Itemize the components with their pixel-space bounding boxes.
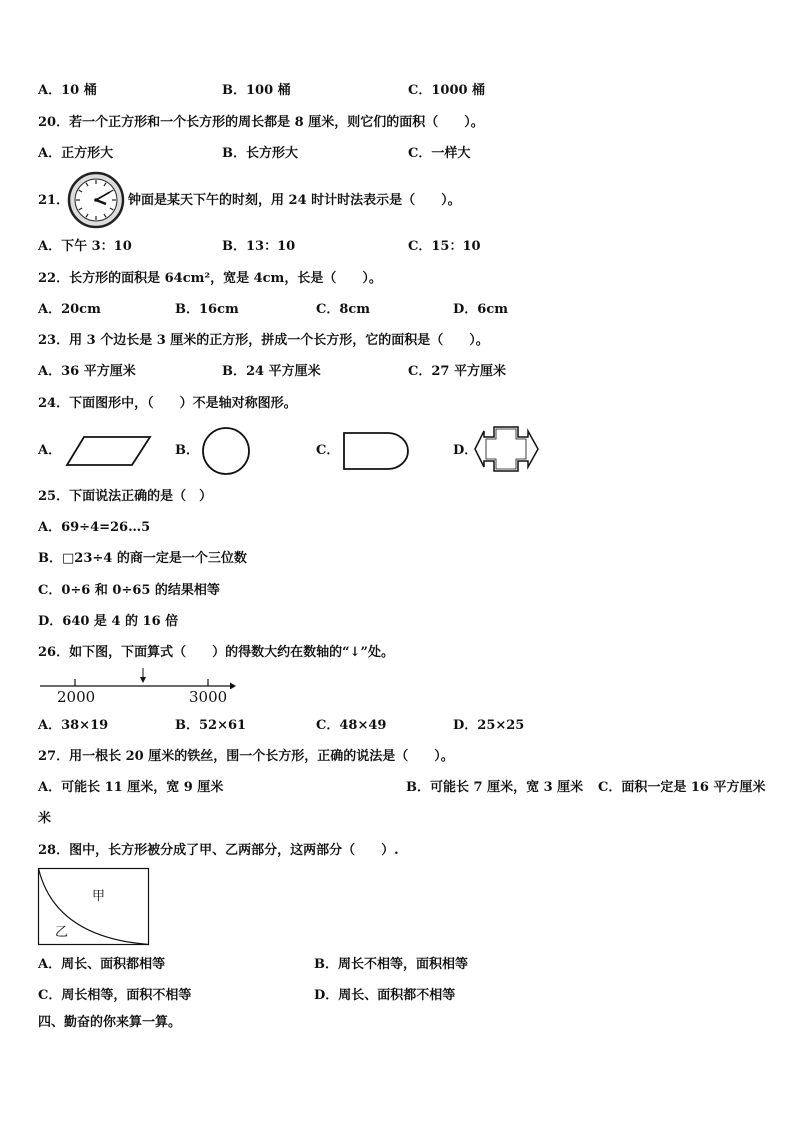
- q20-stem: 20．若一个正方形和一个长方形的周长都是 8 厘米，则它们的面积（ ）。: [38, 115, 484, 130]
- tick-label-2000: 2000: [57, 688, 96, 706]
- q25-option-a: A．69÷4=26…5: [38, 520, 151, 535]
- q21-option-a: A．下午 3：10: [38, 239, 132, 254]
- q28-stem: 28．图中，长方形被分成了甲、乙两部分，这两部分（ ）.: [38, 843, 399, 858]
- rounded-end-rectangle-shape: [342, 431, 412, 471]
- section-4-heading: 四、勤奋的你来算一算。: [38, 1015, 182, 1030]
- q26-option-a: A．38×19: [38, 718, 109, 733]
- q25-option-d: D．640 是 4 的 16 倍: [38, 614, 179, 629]
- q27-stem: 27．用一根长 20 厘米的铁丝，围一个长方形，正确的说法是（ ）。: [38, 749, 454, 764]
- q28-option-b: B．周长不相等，面积相等: [314, 957, 468, 972]
- q24-option-b: B．: [175, 443, 199, 458]
- q26-option-b: B．52×61: [175, 718, 247, 733]
- q26-stem: 26．如下图，下面算式（ ）的得数大约在数轴的“↓”处。: [38, 645, 394, 660]
- q20-option-a: A．正方形大: [38, 146, 114, 161]
- q24-stem: 24．下面图形中，（ ）不是轴对称图形。: [38, 396, 297, 411]
- q19-option-c: C．1000 桶: [408, 83, 486, 98]
- q24-option-c: C．: [316, 443, 340, 458]
- q21-stem: 钟面是某天下午的时刻，用 24 时计时法表示是（ ）。: [128, 193, 461, 208]
- q20-option-b: B．长方形大: [222, 146, 298, 161]
- q22-option-a: A．20cm: [38, 302, 101, 317]
- q22-option-c: C．8cm: [316, 302, 371, 317]
- q22-stem: 22．长方形的面积是 64cm²，宽是 4cm，长是（ ）。: [38, 271, 382, 286]
- region-label-yi: 乙: [55, 925, 69, 940]
- region-label-jia: 甲: [92, 889, 106, 904]
- q22-option-b: B．16cm: [175, 302, 239, 317]
- q27-option-c: C．面积一定是 16 平方厘米: [598, 780, 766, 795]
- q24-option-a: A．: [38, 443, 62, 458]
- parallelogram-shape: [66, 435, 152, 467]
- clock-figure: [66, 171, 126, 229]
- q25-stem: 25．下面说法正确的是（ ）: [38, 489, 213, 504]
- circle-shape: [201, 428, 253, 474]
- down-arrowhead: [140, 677, 146, 683]
- q21-number: 21．: [38, 193, 70, 208]
- q27-option-a: A．可能长 11 厘米，宽 9 厘米: [38, 780, 224, 795]
- q28-option-a: A．周长、面积都相等: [38, 957, 166, 972]
- number-line-arrowhead: [230, 683, 236, 690]
- q21-option-c: C．15：10: [408, 239, 481, 254]
- q23-stem: 23．用 3 个边长是 3 厘米的正方形，拼成一个长方形，它的面积是（ ）。: [38, 333, 489, 348]
- q28-option-c: C．周长相等，面积不相等: [38, 988, 192, 1003]
- q22-option-d: D．6cm: [453, 302, 508, 317]
- q20-option-c: C．一样大: [408, 146, 471, 161]
- q19-option-a: A．10 桶: [38, 83, 97, 98]
- q28-option-d: D．周长、面积都不相等: [314, 988, 456, 1003]
- q19-option-b: B．100 桶: [222, 83, 291, 98]
- q24-option-d: D．: [453, 443, 478, 458]
- q25-option-b: B．□23÷4 的商一定是一个三位数: [38, 551, 247, 566]
- q26-option-d: D．25×25: [453, 718, 525, 733]
- q23-option-a: A．36 平方厘米: [38, 364, 136, 379]
- q26-option-c: C．48×49: [316, 718, 387, 733]
- q21-option-b: B．13：10: [222, 239, 296, 254]
- q25-option-c: C．0÷6 和 0÷65 的结果相等: [38, 583, 220, 598]
- q23-option-b: B．24 平方厘米: [222, 364, 321, 379]
- clock-center: [94, 198, 98, 202]
- q27-option-c-wrap: 米: [38, 811, 52, 826]
- cross-arrow-shape: [474, 425, 540, 475]
- q23-option-c: C．27 平方厘米: [408, 364, 506, 379]
- tick-label-3000: 3000: [189, 688, 228, 706]
- q27-option-b: B．可能长 7 厘米，宽 3 厘米: [406, 780, 584, 795]
